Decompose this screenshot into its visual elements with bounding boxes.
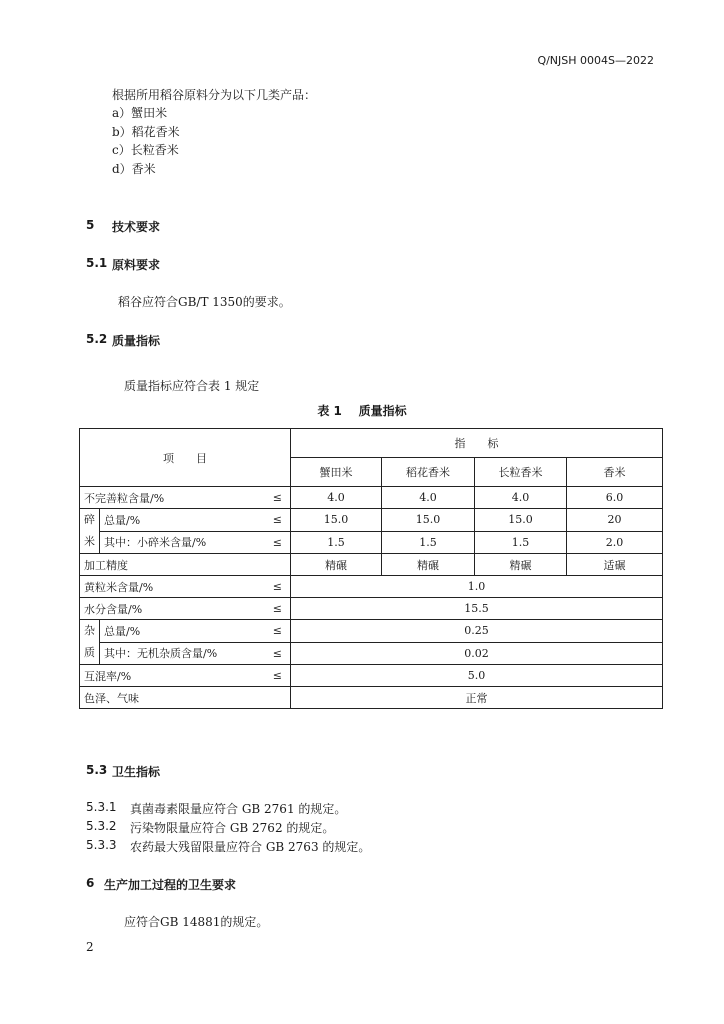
row-label-text: 色泽、气味 bbox=[84, 691, 139, 705]
table-row bbox=[80, 487, 663, 509]
section-5-2-body: 质量指标应符合表 1 规定 bbox=[124, 379, 260, 393]
table-row bbox=[80, 554, 663, 576]
le-sign: ≤ bbox=[272, 646, 282, 660]
section-5-2-number: 5.2 bbox=[86, 332, 108, 346]
le-sign: ≤ bbox=[272, 513, 282, 527]
table-caption-number: 表 1 bbox=[317, 404, 342, 418]
cell-value: 6.0 bbox=[567, 487, 663, 509]
row-label-text: 加工精度 bbox=[84, 558, 128, 572]
cell-value: 4.0 bbox=[475, 487, 567, 509]
cell-value: 1.5 bbox=[291, 531, 382, 554]
cell-value: 1.0 bbox=[291, 576, 663, 598]
product-item-c: c）长粒香米 bbox=[112, 143, 179, 157]
table-caption bbox=[0, 402, 724, 419]
clause-text: 真菌毒素限量应符合 GB 2761 的规定。 bbox=[130, 802, 347, 816]
page-number: 2 bbox=[86, 940, 94, 954]
cell-value: 4.0 bbox=[291, 487, 382, 509]
row-label bbox=[80, 687, 291, 709]
table-row bbox=[80, 620, 663, 643]
le-sign: ≤ bbox=[272, 580, 282, 593]
cell-value: 15.0 bbox=[291, 509, 382, 532]
section-6-title: 生产加工过程的卫生要求 bbox=[104, 878, 237, 892]
table-row bbox=[80, 687, 663, 709]
clause-number: 5.3.3 bbox=[86, 838, 117, 852]
row-label bbox=[100, 620, 291, 643]
le-sign: ≤ bbox=[272, 491, 282, 504]
row-label bbox=[80, 665, 291, 687]
product-item-b: b）稻花香米 bbox=[112, 125, 180, 139]
intro-lead: 根据所用稻谷原料分为以下几类产品： bbox=[112, 88, 317, 102]
section-5-number: 5 bbox=[86, 218, 95, 232]
header-product: 稻花香米 bbox=[382, 458, 475, 487]
clause-text: 污染物限量应符合 GB 2762 的规定。 bbox=[130, 821, 335, 835]
cell-value: 适碾 bbox=[567, 554, 663, 576]
row-label-text: 总量/% bbox=[104, 513, 141, 527]
product-item-a: a）蟹田米 bbox=[112, 106, 168, 120]
table-row bbox=[80, 642, 663, 665]
row-label bbox=[100, 509, 291, 532]
row-label-text: 其中：无机杂质含量/% bbox=[104, 647, 218, 661]
row-label-text: 黄粒米含量/% bbox=[84, 580, 154, 594]
row-label bbox=[100, 531, 291, 554]
cell-value: 0.02 bbox=[291, 642, 663, 665]
header-product: 长粒香米 bbox=[475, 458, 567, 487]
cell-value: 15.0 bbox=[475, 509, 567, 532]
category-broken: 碎米 bbox=[80, 509, 100, 554]
cell-value: 20 bbox=[567, 509, 663, 532]
table-row bbox=[80, 598, 663, 620]
row-label bbox=[80, 487, 291, 509]
section-5-3-number: 5.3 bbox=[86, 763, 108, 777]
section-5-2-title: 质量指标 bbox=[112, 334, 161, 348]
header-product: 香米 bbox=[567, 458, 663, 487]
table-row bbox=[80, 665, 663, 687]
row-label-text: 总量/% bbox=[104, 624, 141, 638]
row-label bbox=[80, 576, 291, 598]
le-sign: ≤ bbox=[272, 624, 282, 638]
table-row bbox=[80, 576, 663, 598]
section-6-body: 应符合GB 14881的规定。 bbox=[124, 915, 269, 929]
section-5-1-number: 5.1 bbox=[86, 256, 108, 270]
cell-value: 精碾 bbox=[475, 554, 567, 576]
row-label-text: 互混率/% bbox=[84, 669, 132, 683]
table-row bbox=[80, 509, 663, 532]
cell-value: 精碾 bbox=[291, 554, 382, 576]
le-sign: ≤ bbox=[272, 602, 282, 615]
table-row bbox=[80, 531, 663, 554]
row-label-text: 水分含量/% bbox=[84, 602, 143, 616]
row-label bbox=[80, 554, 291, 576]
section-5-1-title: 原料要求 bbox=[112, 258, 161, 272]
section-5-title: 技术要求 bbox=[112, 220, 161, 234]
header-index: 指 标 bbox=[291, 429, 663, 458]
section-5-1-body: 稻谷应符合GB/T 1350的要求。 bbox=[118, 295, 291, 309]
table-caption-title: 质量指标 bbox=[358, 404, 407, 418]
row-label bbox=[80, 598, 291, 620]
cell-value: 正常 bbox=[291, 687, 663, 709]
cell-value: 4.0 bbox=[382, 487, 475, 509]
cell-value: 0.25 bbox=[291, 620, 663, 643]
quality-table bbox=[79, 428, 663, 709]
le-sign: ≤ bbox=[272, 669, 282, 682]
section-5-3-title: 卫生指标 bbox=[112, 765, 161, 779]
table-header-row bbox=[80, 429, 663, 458]
clause-text: 农药最大残留限量应符合 GB 2763 的规定。 bbox=[130, 840, 371, 854]
document-code: Q/NJSH 0004S—2022 bbox=[537, 54, 654, 67]
cell-value: 5.0 bbox=[291, 665, 663, 687]
clause-number: 5.3.2 bbox=[86, 819, 117, 833]
header-item: 项 目 bbox=[80, 429, 291, 487]
cell-value: 1.5 bbox=[382, 531, 475, 554]
category-impurity: 杂质 bbox=[80, 620, 100, 665]
cell-value: 1.5 bbox=[475, 531, 567, 554]
row-label-text: 不完善粒含量/% bbox=[84, 491, 165, 505]
cell-value: 2.0 bbox=[567, 531, 663, 554]
cell-value: 精碾 bbox=[382, 554, 475, 576]
product-item-d: d）香米 bbox=[112, 162, 156, 176]
header-product: 蟹田米 bbox=[291, 458, 382, 487]
row-label bbox=[100, 642, 291, 665]
row-label-text: 其中：小碎米含量/% bbox=[104, 536, 207, 550]
cell-value: 15.0 bbox=[382, 509, 475, 532]
cell-value: 15.5 bbox=[291, 598, 663, 620]
clause-number: 5.3.1 bbox=[86, 800, 117, 814]
section-6-number: 6 bbox=[86, 876, 95, 890]
le-sign: ≤ bbox=[272, 535, 282, 549]
